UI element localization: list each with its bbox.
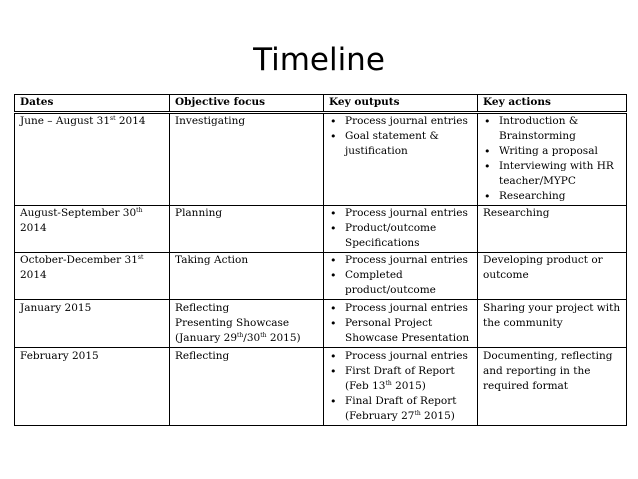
list-item: • Researching — [483, 189, 623, 204]
outputs-cell — [324, 206, 478, 253]
list-item: • Goal statement & justification — [329, 129, 474, 159]
outputs-cell — [324, 348, 478, 426]
header-dates: Dates — [15, 95, 170, 113]
objective-cell: Planning — [170, 206, 324, 253]
list-item: • Product/outcome Specifications — [329, 221, 474, 251]
timeline-table — [14, 94, 627, 426]
list-item: • Process journal entries — [329, 301, 474, 316]
outputs-cell — [324, 253, 478, 300]
header-objective-focus: Objective focus — [170, 95, 324, 113]
header-key-outputs: Key outputs — [324, 95, 478, 113]
list-item: • Interviewing with HR teacher/MYPC — [483, 159, 623, 189]
list-item: • Completed product/outcome — [329, 268, 474, 298]
objective-cell: Investigating — [170, 113, 324, 206]
list-item: • Writing a proposal — [483, 144, 623, 159]
header-row — [15, 95, 627, 113]
objective-cell: Reflecting — [170, 348, 324, 426]
objective-cell: Reflecting Presenting Showcase (January 29th/30th 2015) — [170, 300, 324, 348]
date-cell: January 2015 — [15, 300, 170, 348]
table-row — [15, 253, 627, 300]
actions-cell: Developing product or outcome — [478, 253, 627, 300]
actions-cell: Researching — [478, 206, 627, 253]
list-item: • Process journal entries — [329, 253, 474, 268]
table-row — [15, 348, 627, 426]
list-item: • Introduction & Brainstorming — [483, 114, 623, 144]
outputs-cell — [324, 113, 478, 206]
list-item: • Process journal entries — [329, 349, 474, 364]
actions-cell: Sharing your project with the community — [478, 300, 627, 348]
actions-cell: Documenting, reflecting and reporting in the required format — [478, 348, 627, 426]
header-key-actions: Key actions — [478, 95, 627, 113]
list-item: • Process journal entries — [329, 114, 474, 129]
list-item: • Process journal entries — [329, 206, 474, 221]
date-cell: February 2015 — [15, 348, 170, 426]
outputs-cell — [324, 300, 478, 348]
table-row — [15, 113, 627, 206]
actions-cell — [478, 113, 627, 206]
objective-cell: Taking Action — [170, 253, 324, 300]
list-item: • Personal Project Showcase Presentation — [329, 316, 474, 346]
table-row — [15, 206, 627, 253]
page-title: Timeline — [253, 42, 385, 78]
list-item: • Final Draft of Report (February 27th 2015) — [329, 394, 474, 424]
list-item: • First Draft of Report (Feb 13th 2015) — [329, 364, 474, 394]
date-cell: October-December 31st 2014 — [15, 253, 170, 300]
table-row — [15, 300, 627, 348]
date-cell: June – August 31st 2014 — [15, 113, 170, 206]
date-cell: August-September 30th 2014 — [15, 206, 170, 253]
